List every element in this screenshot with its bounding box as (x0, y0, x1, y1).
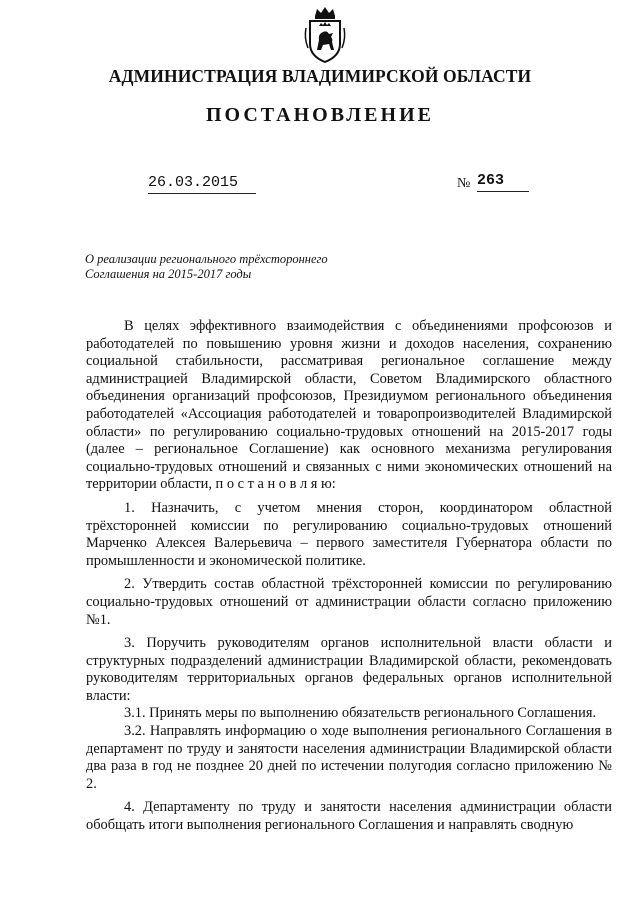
paragraph-item-4: 4. Департаменту по труду и занятости населения администрации области обобщать итоги выполнения регионального Соглашения и направлять сводную (86, 799, 612, 834)
document-date: 26.03.2015 (148, 175, 256, 194)
paragraph-item-1: 1. Назначить, с учетом мнения сторон, координатором областной трёхсторонней комиссии по регулированию социально-трудовых отношений Марченко Алексея Валерьевича – первого заместителя Губернатора области по промышленности и экономической политике. (86, 499, 612, 569)
paragraph-item-3-1: 3.1. Принять меры по выполнению обязательств регионального Соглашения. (124, 705, 597, 722)
document-type-title: ПОСТАНОВЛЕНИЕ (206, 104, 434, 126)
subject-line: Соглашения на 2015-2017 годы (85, 267, 252, 281)
organization-title: АДМИНИСТРАЦИЯ ВЛАДИМИРСКОЙ ОБЛАСТИ (108, 66, 532, 86)
paragraph-preamble: В целях эффективного взаимодействия с объединениями профсоюзов и работодателей по повышению уровня жизни и доходов населения, сохранению социальной стабильности, рассматривая региональное соглашение между администрацией Владимирской области, Советом Владимирского областного объединения организаций профсоюзов, Президиумом регионального объединения работодателей «Ассоциация работодателей и товаропроизводителей Владимирской области» по регулированию социально-трудовых отношений на 2015-2017 годы (далее – региональное Соглашение) как основного механизма регулирования социально-трудовых отношений и связанных с ними экономических отношений на территории области, п о с т а н о в л я ю: (86, 318, 612, 493)
document-number: 263 (477, 173, 529, 192)
paragraph-item-3: 3. Поручить руководителям органов исполнительной власти области и структурных подразделений администрации Владимирской области, рекомендовать руководителям территориальных органов федеральных органов исполнительной власти: (86, 635, 612, 704)
paragraph-item-2: 2. Утвердить состав областной трёхсторонней комиссии по регулированию социально-трудовых отношений от администрации области согласно приложению №1. (86, 576, 612, 628)
paragraph-item-3-2: 3.2. Направлять информацию о ходе выполнения регионального Соглашения в департамент по труду и занятости населения администрации Владимирской области два раза в год не позднее 20 дней по истечении полугодия согласно приложению № 2. (86, 723, 612, 792)
document-subject (85, 252, 385, 282)
subject-line: О реализации регионального трёхстороннего (85, 252, 328, 266)
number-sign: № (457, 176, 471, 191)
coat-of-arms-icon (303, 6, 347, 64)
document-body (86, 318, 612, 835)
